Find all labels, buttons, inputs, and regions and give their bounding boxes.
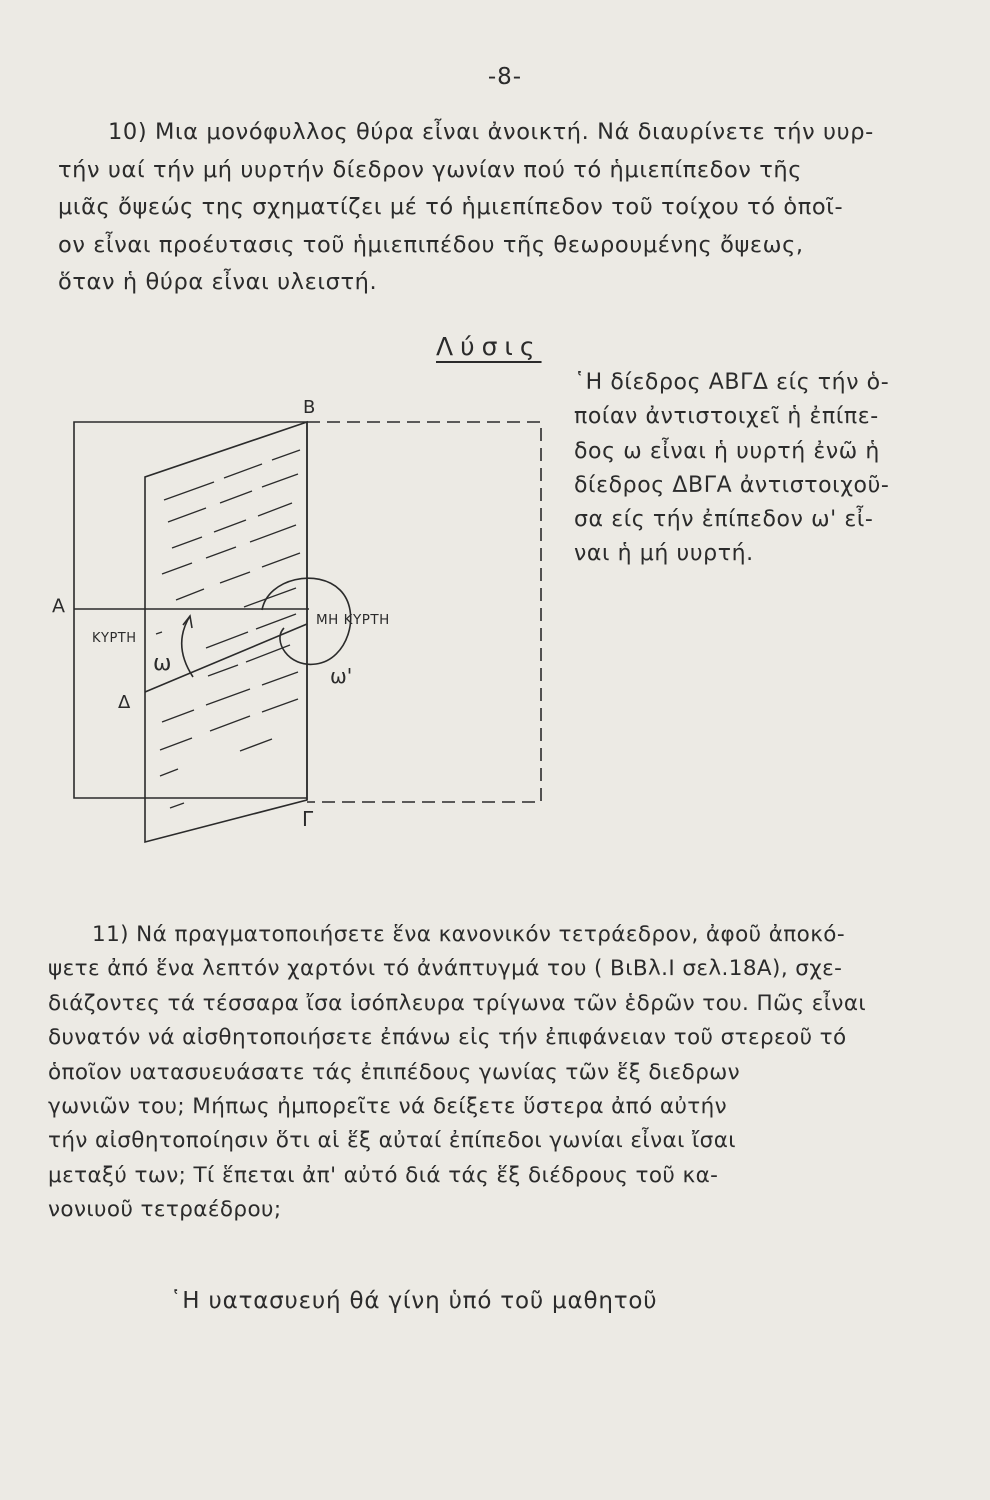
problem-11-line: δυνατόν νά αἰσθητοποιήσετε ἐπάνω εἰς τήν ἐπιφάνειαν τοῦ στερεοῦ τό	[48, 1025, 847, 1051]
solution-line: ποίαν ἀντιστοιχεῖ ἡ ἐπίπε-	[574, 404, 879, 430]
problem-10-line: ον εἶναι προέυτασις τοῦ ἡμιεπιπέδου τῆς θεωρουμένης ὄψεως,	[58, 231, 804, 258]
problem-11-line: διάζοντες τά τέσσαρα ἴσα ἰσόπλευρα τρίγωνα τῶν ἑδρῶν του. Πῶς εἶναι	[48, 990, 867, 1016]
label-omega: ω	[153, 651, 172, 676]
door-parallelogram	[145, 422, 307, 842]
problem-11-line: ὁποῖον υατασυευάσατε τάς ἐπιπέδους γωνίας τῶν ἕξ διεδρων	[48, 1059, 741, 1085]
label-convex: ΚΥΡΤΗ	[92, 631, 137, 646]
label-gamma: Γ	[302, 807, 314, 831]
problem-10-line: μιᾶς ὄψεώς της σχηματίζει μέ τό ἡμιεπίπεδον τοῦ τοίχου τό ὁποῖ-	[58, 194, 844, 220]
problem-11-line: ψετε ἀπό ἕνα λεπτόν χαρτόνι τό ἀνάπτυγμά του ( ΒιΒλ.Ι σελ.18Α), σχε-	[48, 956, 843, 982]
solution-line: ναι ἡ μή υυρτή.	[574, 541, 754, 567]
solution-title: Λύσις	[436, 332, 542, 361]
page-number: -8-	[487, 64, 523, 90]
answer-note: ῾Η υατασυευή θά γίνη ὑπό τοῦ μαθητοῦ	[170, 1288, 658, 1314]
label-a: Α	[52, 595, 65, 617]
label-nonconvex: ΜΗ ΚΥΡΤΗ	[316, 612, 390, 628]
problem-11	[48, 918, 943, 1228]
problem-11-line: μεταξύ των; Τί ἕπεται ἀπ' αὐτό διά τάς ἕξ διέδρους τοῦ κα-	[48, 1162, 719, 1188]
problem-10-line: ὅταν ἡ θύρα εἶναι υλειστή.	[58, 269, 378, 295]
problem-11-line: γωνιῶν του; Μήπως ἠμπορεῖτε νά δείξετε ὕστερα ἀπό αὐτήν	[48, 1094, 728, 1120]
label-delta: Δ	[118, 692, 131, 713]
wall-outline	[74, 422, 307, 798]
label-b: Β	[303, 397, 316, 418]
solution-line: δίεδρος ΔΒΓΑ ἀντιστοιχοῦ-	[574, 472, 890, 498]
solution-line: δος ω εἶναι ἡ υυρτή ἐνῶ ἡ	[574, 438, 880, 464]
label-omega-prime: ω'	[330, 664, 353, 688]
problem-11-line: τήν αἰσθητοποίησιν ὅτι αἱ ἕξ αὐταί ἐπίπεδοι γωνίαι εἶναι ἴσαι	[48, 1128, 736, 1154]
problem-10-line: 10) Μια μονόφυλλος θύρα εἶναι ἀνοικτή. Νά διαυρίνετε τήν υυρ-	[108, 119, 874, 145]
problem-10-line: τήν υαί τήν μή υυρτήν δίεδρον γωνίαν πού τό ἡμιεπίπεδον τῆς	[58, 156, 803, 183]
solution-line: σα είς τήν ἐπίπεδον ω' εἶ-	[574, 507, 874, 533]
door-hatching	[156, 450, 300, 808]
problem-11-line: 11) Νά πραγματοποιήσετε ἕνα κανονικόν τετράεδρον, ἀφοῦ ἀποκό-	[92, 922, 845, 947]
problem-11-line: νονιυοῦ τετραέδρου;	[48, 1197, 282, 1223]
solution-line: ῾Η δίεδρος ΑΒΓΔ είς τήν ὁ-	[574, 370, 890, 395]
